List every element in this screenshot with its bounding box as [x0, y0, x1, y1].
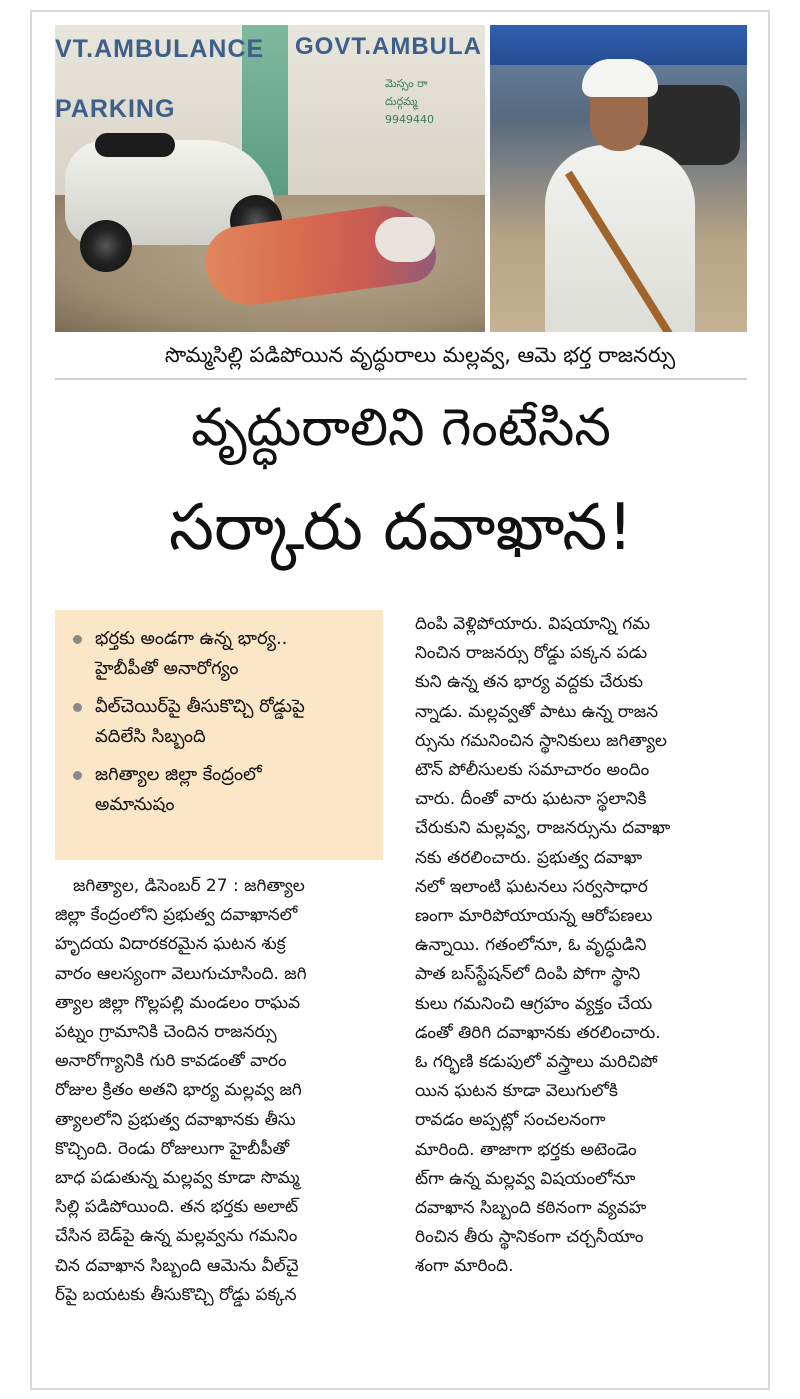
wall-sign-ambulance-2: GOVT.AMBULA	[295, 33, 482, 60]
headline-line-1: వృద్ధురాలిని గెంటేసిన	[191, 398, 611, 458]
wall-sign-ambulance-1: VT.AMBULANCE	[55, 35, 265, 63]
bullet-icon	[73, 771, 82, 780]
body-line: దవాఖాన సిబ్బంది కఠినంగా వ్యవహ	[415, 1198, 647, 1219]
body-line: నించిన రాజనర్సు రోడ్డు పక్కన పడు	[415, 643, 648, 664]
body-line: న్నాడు. మల్లవ్వతో పాటు ఉన్న రాజన	[415, 701, 659, 722]
old-man-turban	[582, 59, 658, 97]
body-line: దింపి వెళ్లిపోయారు. విషయాన్ని గమ	[415, 614, 651, 634]
body-line: బాధ పడుతున్న మల్లవ్వ కూడా సొమ్మ	[55, 1168, 300, 1189]
headline	[55, 388, 747, 583]
body-line: యిన ఘటన కూడా వెలుగులోకి	[415, 1081, 618, 1102]
body-line: కులు గమనించి ఆగ్రహం వ్యక్తం చేయ	[415, 993, 653, 1014]
highlight-line: వీల్‌చెయిర్‌పై తీసుకొచ్చి రోడ్డుపై	[95, 696, 305, 717]
highlights-box	[55, 610, 383, 860]
highlight-line: జగిత్యాల జిల్లా కేంద్రంలో	[95, 764, 262, 785]
body-line: ఓ గర్భిణి కడుపులో వస్త్రాలు మరిచిపో	[415, 1052, 658, 1073]
body-column-left	[55, 872, 395, 1310]
scooter-wheel	[80, 220, 132, 272]
body-line: నకు తరలించారు. ప్రభుత్వ దవాఖా	[415, 847, 643, 868]
highlight-item	[71, 624, 371, 684]
caption-divider	[55, 378, 747, 380]
wall-sign-parking: PARKING	[55, 95, 176, 123]
body-line: శంగా మారింది.	[415, 1256, 514, 1277]
body-line: డంతో తిరిగి దవాఖానకు తరలించారు.	[415, 1022, 661, 1043]
body-line: హృదయ విదారకరమైన ఘటన శుక్ర	[55, 934, 286, 955]
body-column-right	[415, 610, 750, 1282]
photo-woman-on-road	[55, 25, 485, 332]
body-line: సిల్లి పడిపోయింది. తన భర్తకు అలాట్	[55, 1197, 299, 1218]
bullet-icon	[73, 635, 82, 644]
highlight-line: వదిలేసి సిబ్బంది	[95, 726, 206, 747]
body-line: టౌన్ పోలీసులకు సమాచారం అందిం	[415, 760, 650, 781]
body-line: ర్‌పై బయటకు తీసుకొచ్చి రోడ్డు పక్కన	[55, 1284, 297, 1305]
highlight-line: అమానుషం	[95, 794, 175, 815]
body-line: కొచ్చింది. రెండు రోజులుగా హైబీపీతో	[55, 1138, 290, 1159]
body-line: ర్సును గమనించిన స్థానికులు జగిత్యాల	[415, 730, 667, 751]
body-line: మారింది. తాజాగా భర్తకు అటెండెం	[415, 1139, 637, 1160]
body-line: అనారోగ్యానికి గురి కావడంతో వారం	[55, 1051, 287, 1072]
body-line: నలో ఇలాంటి ఘటనలు సర్వసాధార	[415, 876, 648, 897]
body-line: రించిన తీరు స్థానికంగా చర్చనీయాం	[415, 1227, 644, 1248]
body-line: రోజుల క్రితం అతని భార్య మల్లవ్వ జగి	[55, 1080, 302, 1101]
highlight-item	[71, 692, 371, 752]
highlight-line: హైబీపీతో అనారోగ్యం	[95, 658, 239, 679]
photo-strip	[55, 25, 747, 332]
photo-old-man	[490, 25, 747, 332]
body-line: పట్నం గ్రామానికి చెందిన రాజనర్సు	[55, 1022, 277, 1043]
bullet-icon	[73, 703, 82, 712]
body-line: చేసిన బెడ్‌పై ఉన్న మల్లవ్వను గమనిం	[55, 1226, 298, 1247]
body-line: జిల్లా కేంద్రంలోని ప్రభుత్వ దవాఖానలో	[55, 905, 298, 926]
body-line: చేరుకుని మల్లవ్వ, రాజనర్సును దవాఖా	[415, 818, 671, 839]
wall-scribble-line: మెస్సం రా	[385, 77, 428, 90]
body-line: చారు. దీంతో వారు ఘటనా స్థలానికి	[415, 789, 647, 810]
body-line: రావడం అప్పట్లో సంచలనంగా	[415, 1110, 606, 1131]
wall-scribble-line: దుర్గమ్మ	[385, 95, 418, 108]
body-line: ణంగా మారిపోయాయన్న ఆరోపణలు	[415, 906, 653, 927]
body-line: ట్‌గా ఉన్న మల్లవ్వ విషయంలోనూ	[415, 1168, 636, 1189]
body-line: వారం ఆలస్యంగా వెలుగుచూసింది. జగి	[55, 963, 307, 984]
scooter-seat	[95, 133, 175, 157]
woman-head-cloth	[375, 217, 435, 262]
body-line: పాత బస్‌స్టేషన్‌లో దింపి పోగా స్థాని	[415, 964, 641, 985]
headline-line-2: సర్కారు దవాఖాన!	[168, 491, 634, 565]
highlight-item	[71, 760, 371, 820]
body-line: కుని ఉన్న తన భార్య వద్దకు చేరుకు	[415, 672, 643, 693]
body-line: జగిత్యాల, డిసెంబర్ 27 : జగిత్యాల	[73, 876, 305, 896]
photo-caption: సొమ్మసిల్లి పడిపోయిన వృద్ధురాలు మల్లవ్వ, ఆమె భర్త రాజనర్సు	[164, 343, 676, 367]
body-line: ఉన్నాయి. గతంలోనూ, ఓ వృద్ధుడిని	[415, 935, 647, 956]
body-line: త్యాల జిల్లా గొల్లపల్లి మండలం రాఘవ	[55, 992, 301, 1013]
body-line: త్యాలలోని ప్రభుత్వ దవాఖానకు తీసు	[55, 1109, 296, 1130]
wall-scribble-line: 9949440	[385, 113, 434, 126]
wall-scribble	[385, 75, 480, 165]
body-line: చిన దవాఖాన సిబ్బంది ఆమెను వీల్‌చై	[55, 1255, 299, 1276]
highlight-line: భర్తకు అండగా ఉన్న భార్య..	[95, 628, 288, 649]
